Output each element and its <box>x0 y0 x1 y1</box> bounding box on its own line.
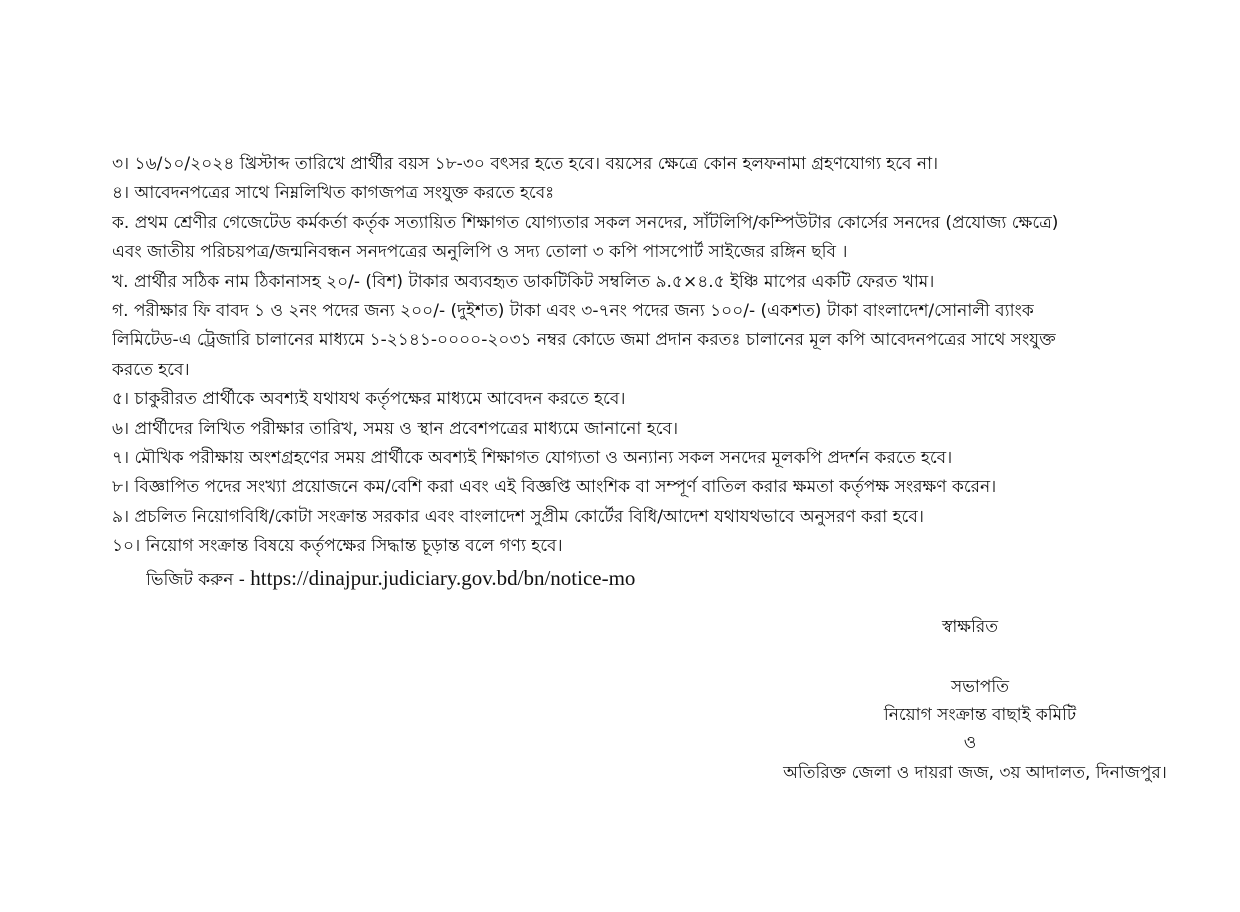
signatory-title: সভাপতি <box>951 677 1009 697</box>
notice-line: ৬। প্রার্থীদের লিখিত পরীক্ষার তারিখ, সময় ও স্থান প্রবেশপত্রের মাধ্যমে জানানো হবে। <box>112 418 679 439</box>
notice-line: ৮। বিজ্ঞাপিত পদের সংখ্যা প্রয়োজনে কম/বেশি করা এবং এই বিজ্ঞপ্তি আংশিক বা সম্পূর্ণ বাতিল করার ক্ষমতা কর্তৃপক্ষ সংরক্ষণ করেন। <box>112 477 997 498</box>
notice-line: গ. পরীক্ষার ফি বাবদ ১ ও ২নং পদের জন্য ২০০/- (দুইশত) টাকা এবং ৩-৭নং পদের জন্য ১০০/- (একশত) টাকা বাংলাদেশ/সোনালী ব্যাংক <box>112 300 1034 321</box>
visit-line <box>146 564 766 594</box>
notice-line: খ. প্রার্থীর সঠিক নাম ঠিকানাসহ ২০/- (বিশ) টাকার অব্যবহৃত ডাকটিকিট সম্বলিত ৯.৫×৪.৫ ইঞ্চি মাপের একটি ফেরত খাম। <box>112 271 935 292</box>
notice-line: ৪। আবেদনপত্রের সাথে নিম্নলিখিত কাগজপত্র সংযুক্ত করতে হবেঃ <box>112 183 555 204</box>
signed-label: স্বাক্ষরিত <box>941 617 999 637</box>
notice-line: ৭। মৌখিক পরীক্ষায় অংশগ্রহণের সময় প্রার্থীকে অবশ্যই শিক্ষাগত যোগ্যতা ও অন্যান্য সকল সনদের মূলকপি প্রদর্শন করতে হবে। <box>112 447 953 468</box>
committee-name: নিয়োগ সংক্রান্ত বাছাই কমিটি <box>883 705 1077 725</box>
notice-line: ক. প্রথম শ্রেণীর গেজেটেড কর্মকর্তা কর্তৃক সত্যায়িত শিক্ষাগত যোগ্যতার সকল সনদের, সাঁটলিপি/কম্পিউটার কোর্সের সনদের (প্রযোজ্য ক্ষেত্রে) <box>112 212 1059 233</box>
notice-line: এবং জাতীয় পরিচয়পত্র/জন্মনিবন্ধন সনদপত্রের অনুলিপি ও সদ্য তোলা ৩ কপি পাসপোর্ট সাইজের রঙ্গিন ছবি । <box>112 242 848 263</box>
notice-line: ১০। নিয়োগ সংক্রান্ত বিষয়ে কর্তৃপক্ষের সিদ্ধান্ত চূড়ান্ত বলে গণ্য হবে। <box>112 536 563 557</box>
notice-body <box>112 150 1172 561</box>
notice-line: করতে হবে। <box>112 359 190 380</box>
notice-url-link[interactable]: https://dinajpur.judiciary.gov.bd/bn/notice-mo <box>250 566 636 590</box>
notice-line: ৯। প্রচলিত নিয়োগবিধি/কোটা সংক্রান্ত সরকার এবং বাংলাদেশ সুপ্রীম কোর্টের বিধি/আদেশ যথাযথভাবে অনুসরণ করা হবে। <box>112 506 924 527</box>
notice-line: ৩। ১৬/১০/২০২৪ খ্রিস্টাব্দ তারিখে প্রার্থীর বয়স ১৮-৩০ বৎসর হতে হবে। বয়সের ক্ষেত্রে কোন হলফনামা গ্রহণযোগ্য হবে না। <box>112 154 939 174</box>
conjunction-and: ও <box>963 733 977 753</box>
visit-label: ভিজিট করুন - <box>146 570 251 590</box>
notice-line: লিমিটেড-এ ট্রেজারি চালানের মাধ্যমে ১-২১৪১-০০০০-২০৩১ নম্বর কোডে জমা প্রদান করতঃ চালানের মূল কপি আবেদনপত্রের সাথে সংযুক্ত <box>112 330 1056 351</box>
signatory-designation: অতিরিক্ত জেলা ও দায়রা জজ, ৩য় আদালত, দিনাজপুর। <box>783 763 1167 783</box>
notice-line: ৫। চাকুরীরত প্রার্থীকে অবশ্যই যথাযথ কর্তৃপক্ষের মাধ্যমে আবেদন করতে হবে। <box>112 389 626 410</box>
